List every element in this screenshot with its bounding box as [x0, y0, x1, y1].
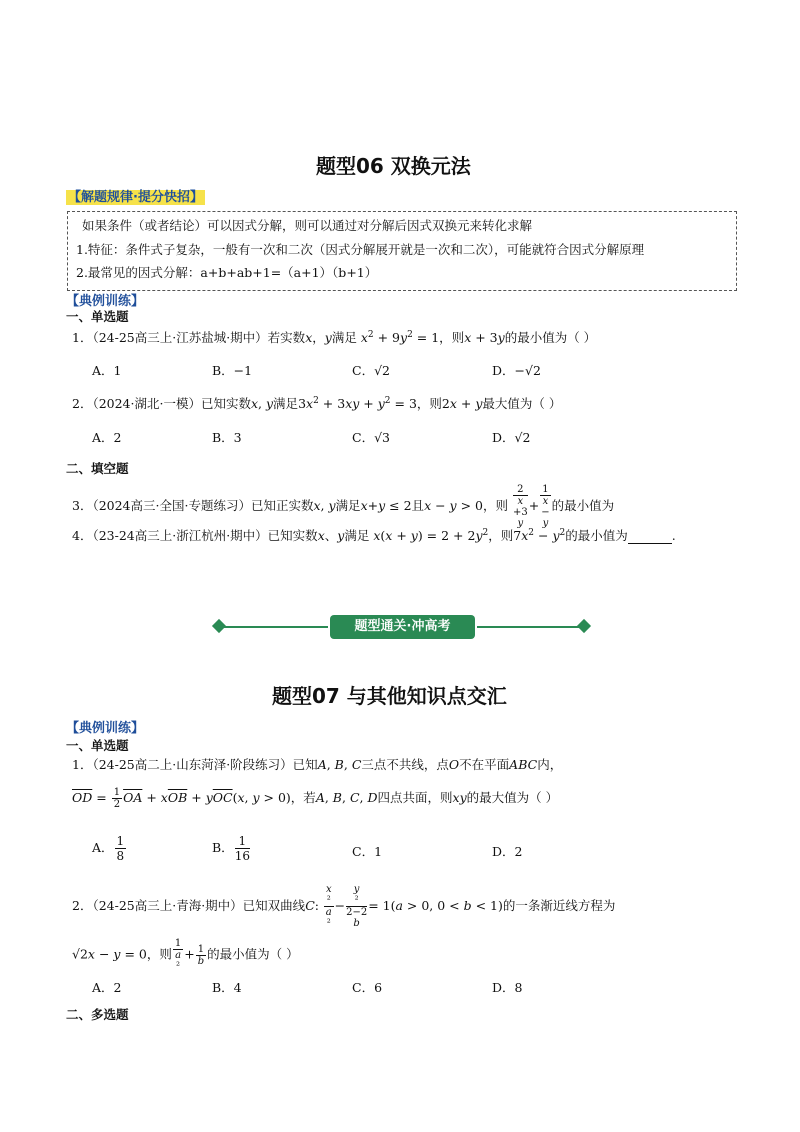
option-06-1-b[interactable]: B．−1 — [212, 363, 253, 378]
option-07-1-c[interactable]: C．1 — [352, 844, 383, 859]
question-06-2: 2．（2024·湖北·一模）已知实数x, y满足$3x^2 + 3xy + y^2 = 3$，则2x + y最大值为（ ） — [72, 395, 562, 411]
question-06-4: 4．（23-24高三上·浙江杭州·期中）已知实数x、y满足 $x(x + y) = 2 + 2y^2$，则$7x^2 - y^2$的最小值为 . — [72, 527, 676, 543]
example-header-06: 【典例训练】 — [66, 294, 145, 309]
section-title-06: 题型06 双换元法 — [316, 154, 471, 178]
single-choice-header-06: 一、单选题 — [66, 309, 129, 324]
single-choice-header-07: 一、单选题 — [66, 738, 129, 753]
option-06-1-d[interactable]: D．−√2 — [492, 363, 541, 378]
question-07-1-line1: 1．（24-25高二上·山东菏泽·阶段练习）已知A, B, C三点不共线，点O不在平面ABC内， — [72, 757, 563, 772]
option-06-1-c[interactable]: C．√2 — [352, 363, 390, 378]
tip-header: 【解题规律·提分快招】 — [68, 190, 203, 205]
question-07-1-line2: $\overline{OD}$ = $\frac{1}{2}$ $\overline{OA} + x\overline{OB} + y\overline{OC}(x$, y > 0)，若A, B, C, D四点共面，则xy的最大值为（ ） — [72, 787, 559, 810]
option-06-2-a[interactable]: A．2 — [92, 430, 122, 445]
multi-choice-header-07: 二、多选题 — [66, 1007, 129, 1022]
option-06-2-c[interactable]: C．√3 — [352, 430, 390, 445]
question-07-2-line1: 2．（24-25高三上·青海·期中）已知双曲线C: x ² a ² − y ² 2−2 b = 1(a > 0, 0 < b < 1)的一条渐近线方程为 — [72, 884, 616, 929]
option-07-2-c[interactable]: C．6 — [352, 980, 383, 995]
question-06-1: 1．（24-25高三上·江苏盐城·期中）若实数x，y满足 $x^2 + 9y^2 = 1$，则x + 3y的最小值为（ ） — [72, 329, 597, 345]
banner-left-line — [222, 626, 328, 628]
option-06-1-a[interactable]: A．1 — [92, 363, 122, 378]
banner-right-line — [477, 626, 581, 628]
option-06-2-d[interactable]: D．√2 — [492, 430, 531, 445]
tip-line-3: 2.最常见的因式分解：a+b+ab+1=（a+1）（b+1） — [76, 265, 378, 280]
option-07-1-a[interactable]: A． $\frac{1}{8}$ — [92, 834, 125, 863]
section-title-07: 题型07 与其他知识点交汇 — [272, 684, 507, 708]
option-07-1-b[interactable]: B． $\frac{1}{16}$ — [212, 834, 250, 863]
option-07-2-b[interactable]: B．4 — [212, 980, 242, 995]
tip-line-1: 如果条件（或者结论）可以因式分解，则可以通过对分解后因式双换元来转化求解 — [82, 218, 533, 233]
option-07-1-d[interactable]: D．2 — [492, 844, 523, 859]
question-07-2-line2: √2x − y = 0，则 1 a ² + $\frac{1}{b}$ 的最小值为（ ） — [72, 938, 299, 972]
answer-blank[interactable] — [628, 531, 672, 544]
example-header-07: 【典例训练】 — [66, 721, 145, 736]
option-07-2-d[interactable]: D．8 — [492, 980, 523, 995]
option-06-2-b[interactable]: B．3 — [212, 430, 242, 445]
banner: 题型通关·冲高考 — [330, 615, 475, 639]
banner-right-diamond — [577, 619, 591, 633]
question-06-3: 3．（2024高三·全国·专题练习）已知正实数x, y满足x+y ≤ 2且x − y > 0，则 2 x +3 y + 1 x − y 的最小值为 — [72, 484, 615, 529]
fill-blank-header-06: 二、填空题 — [66, 461, 129, 476]
tip-line-2: 1.特征：条件式子复杂，一般有一次和二次（因式分解展开就是一次和二次），可能就符合因式分解原理 — [76, 242, 645, 257]
option-07-2-a[interactable]: A．2 — [92, 980, 122, 995]
